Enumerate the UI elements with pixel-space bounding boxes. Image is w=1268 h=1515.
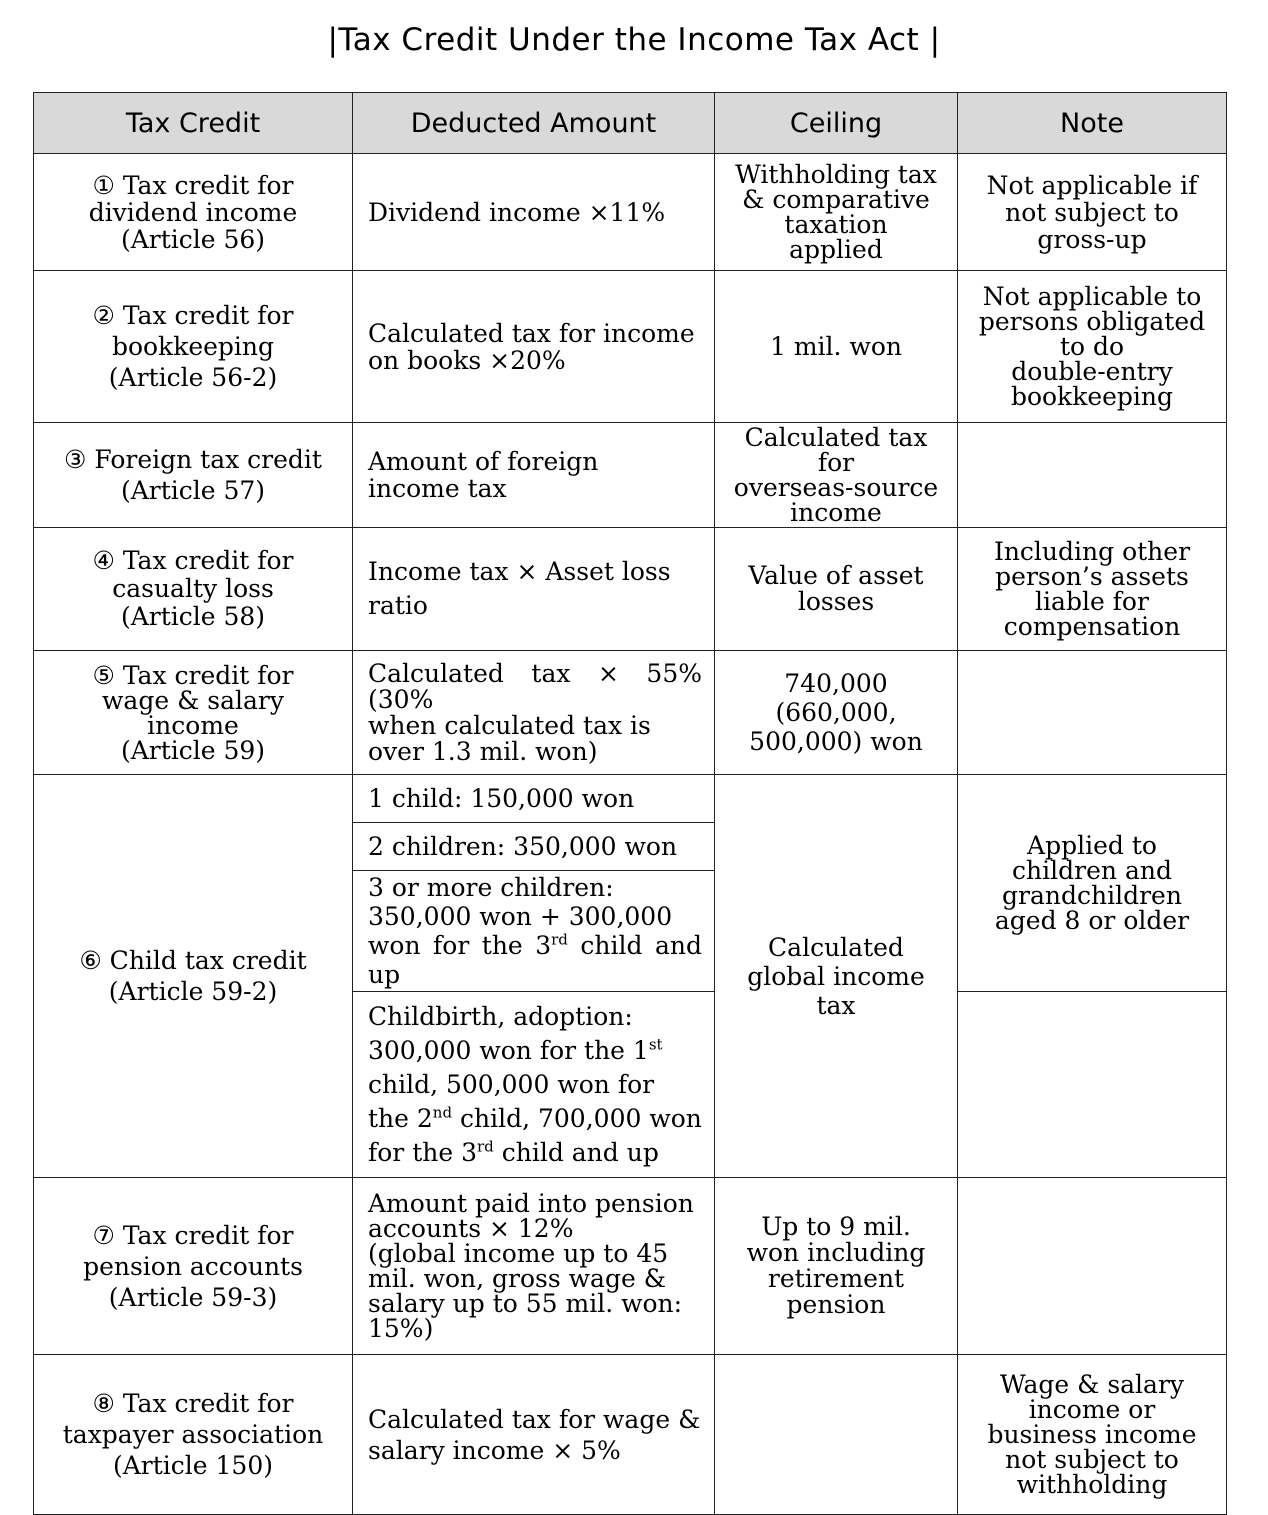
credit-cell: ① Tax credit for dividend income (Article 56) <box>34 154 353 271</box>
ceiling-cell: 740,000 (660,000, 500,000) won <box>715 651 958 775</box>
page-title: |Tax Credit Under the Income Tax Act | <box>327 22 941 58</box>
credit-cell: ⑦ Tax credit for pension accounts (Article 59-3) <box>34 1178 353 1355</box>
table-row <box>34 154 1227 271</box>
note-cell: Wage & salary income or business income not subject to withholding <box>958 1355 1227 1515</box>
amount-cell: Calculated tax for income on books ×20% <box>353 271 715 423</box>
amount-cell: Income tax × Asset loss ratio <box>353 528 715 651</box>
ceiling-cell: Calculated global income tax <box>715 775 958 1178</box>
table-row <box>34 271 1227 423</box>
note-cell <box>958 423 1227 528</box>
ceiling-cell: Withholding tax & comparative taxation applied <box>715 154 958 271</box>
credit-cell: ③ Foreign tax credit (Article 57) <box>34 423 353 528</box>
note-cell: Not applicable if not subject to gross-up <box>958 154 1227 271</box>
credit-cell: ⑥ Child tax credit (Article 59-2) <box>34 775 353 1178</box>
amount-cell: Dividend income ×11% <box>353 154 715 271</box>
header-deducted-amount: Deducted Amount <box>353 93 715 154</box>
amount-cell: Calculated tax for wage & salary income × 5% <box>353 1355 715 1515</box>
ceiling-cell <box>715 1355 958 1515</box>
amount-cell: 1 child: 150,000 won <box>353 775 715 823</box>
note-cell <box>958 1178 1227 1355</box>
note-cell-empty <box>958 992 1227 1178</box>
ceiling-cell: Value of asset losses <box>715 528 958 651</box>
ceiling-cell: Up to 9 mil. won including retirement pension <box>715 1178 958 1355</box>
credit-cell: ⑧ Tax credit for taxpayer association (Article 150) <box>34 1355 353 1515</box>
amount-cell: Amount of foreign income tax <box>353 423 715 528</box>
amount-cell: Amount paid into pension accounts × 12% (global income up to 45 mil. won, gross wage & salary up to 55 mil. won: 15%) <box>353 1178 715 1355</box>
table-row <box>34 528 1227 651</box>
header-row <box>34 93 1227 154</box>
table-row <box>34 775 1227 823</box>
table-row <box>34 651 1227 775</box>
amount-cell: Childbirth, adoption: 300,000 won for the 1st child, 500,000 won for the 2nd child, 700,000 won for the 3rd child and up <box>353 992 715 1178</box>
note-cell: Including other person’s assets liable for compensation <box>958 528 1227 651</box>
table-row <box>34 1355 1227 1515</box>
note-cell: Not applicable to persons obligated to do double-entry bookkeeping <box>958 271 1227 423</box>
header-tax-credit: Tax Credit <box>34 93 353 154</box>
credit-cell: ④ Tax credit for casualty loss (Article 58) <box>34 528 353 651</box>
header-ceiling: Ceiling <box>715 93 958 154</box>
credit-cell: ② Tax credit for bookkeeping (Article 56-2) <box>34 271 353 423</box>
credit-cell: ⑤ Tax credit for wage & salary income (Article 59) <box>34 651 353 775</box>
ceiling-cell: 1 mil. won <box>715 271 958 423</box>
header-note: Note <box>958 93 1227 154</box>
table-row <box>34 1178 1227 1355</box>
amount-cell: Calculated tax × 55% (30% when calculated tax is over 1.3 mil. won) <box>353 651 715 775</box>
note-cell: Applied to children and grandchildren aged 8 or older <box>958 775 1227 992</box>
tax-credit-table <box>33 92 1227 1515</box>
amount-cell: 2 children: 350,000 won <box>353 823 715 871</box>
table-row <box>34 423 1227 528</box>
ceiling-cell: Calculated tax for overseas-source income <box>715 423 958 528</box>
note-cell <box>958 651 1227 775</box>
amount-cell: 3 or more children: 350,000 won + 300,000 won for the 3rd child and up <box>353 871 715 992</box>
